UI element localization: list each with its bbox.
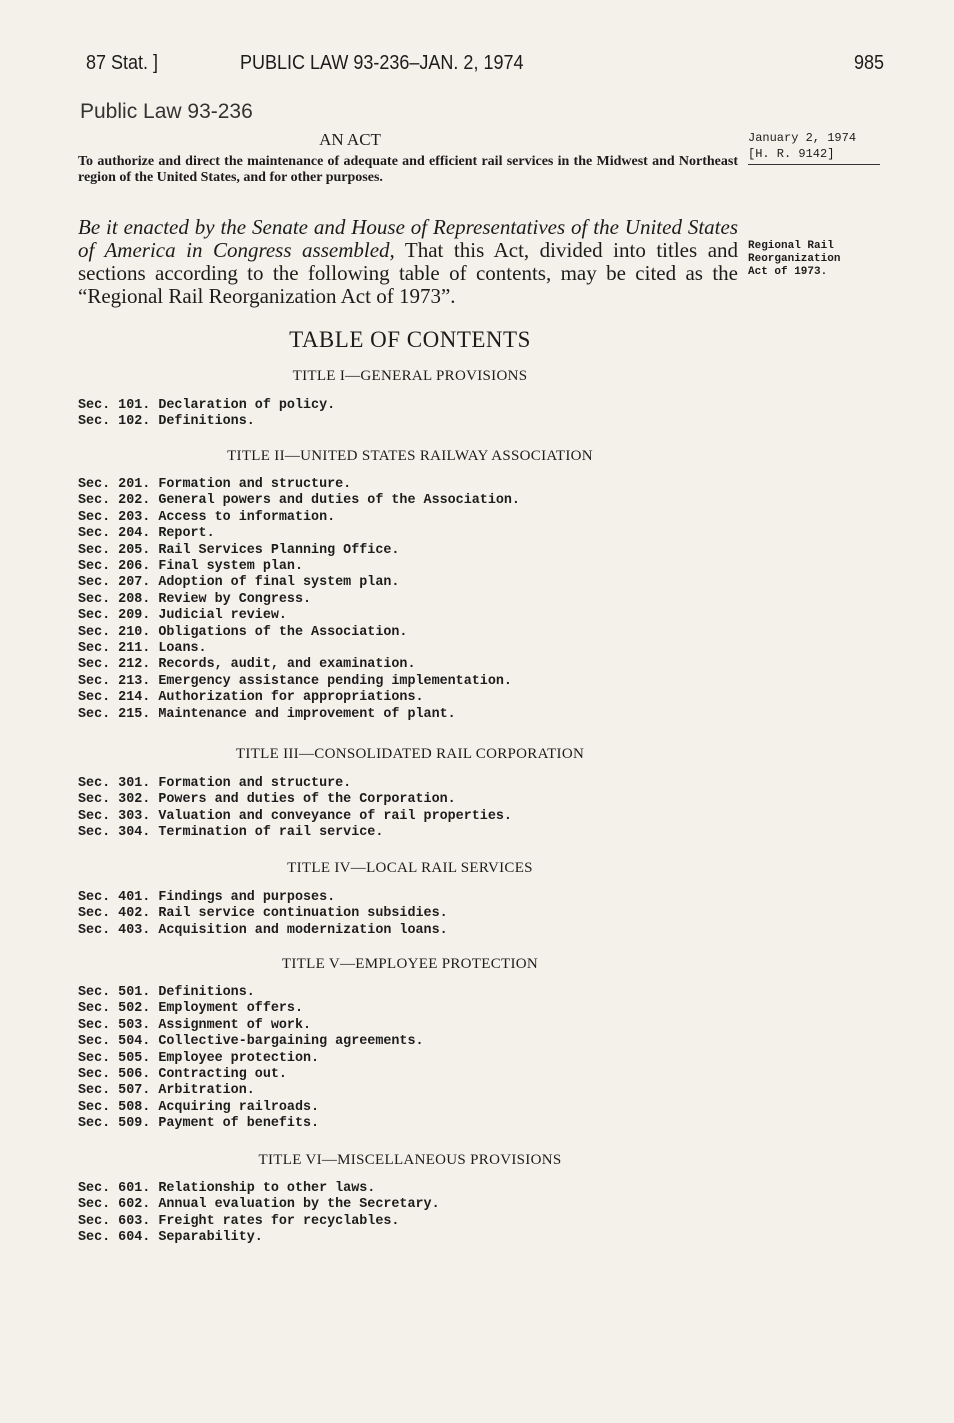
toc-section-entry: Sec. 401. Findings and purposes.	[78, 890, 336, 905]
toc-section-entry: Sec. 507. Arbitration.	[78, 1083, 255, 1099]
toc-section-entry: Sec. 402. Rail service continuation subsidies.	[78, 906, 448, 922]
toc-section-entry: Sec. 202. General powers and duties of the Association.	[78, 493, 520, 509]
running-header: PUBLIC LAW 93-236–JAN. 2, 1974	[240, 52, 524, 74]
an-act-heading: AN ACT	[319, 130, 381, 149]
toc-title-heading: TITLE IV—LOCAL RAIL SERVICES	[287, 860, 533, 876]
toc-section-entry: Sec. 602. Annual evaluation by the Secretary.	[78, 1197, 440, 1213]
statute-volume-ref: 87 Stat. ]	[86, 52, 159, 74]
toc-section-entry: Sec. 213. Emergency assistance pending implementation.	[78, 673, 512, 689]
toc-title-heading: TITLE I—GENERAL PROVISIONS	[292, 368, 528, 384]
toc-section-entry: Sec. 403. Acquisition and modernization loans.	[78, 922, 448, 938]
toc-section-entry: Sec. 509. Payment of benefits.	[78, 1116, 320, 1132]
toc-section-entry: Sec. 504. Collective-bargaining agreements.	[78, 1034, 424, 1050]
toc-section-entry: Sec. 101. Declaration of policy.	[78, 398, 336, 413]
toc-title-heading: TITLE III—CONSOLIDATED RAIL CORPORATION	[235, 746, 585, 762]
toc-section-entry: Sec. 502. Employment offers.	[78, 1001, 303, 1017]
toc-section-entry: Sec. 601. Relationship to other laws.	[78, 1181, 376, 1196]
toc-section-entry: Sec. 207. Adoption of final system plan.	[78, 575, 400, 591]
toc-section-entry: Sec. 301. Formation and structure.	[78, 776, 352, 791]
toc-section-entry: Sec. 212. Records, audit, and examination.	[78, 657, 416, 673]
margin-bill-number: [H. R. 9142]	[748, 147, 835, 161]
law-title: Public Law 93-236	[80, 100, 253, 123]
enacting-clause	[78, 216, 738, 308]
toc-title-heading: TITLE V—EMPLOYEE PROTECTION	[281, 956, 539, 972]
toc-section-entry: Sec. 210. Obligations of the Association.	[78, 624, 408, 640]
toc-section-entry: Sec. 214. Authorization for appropriations.	[78, 690, 424, 706]
margin-rule	[748, 164, 880, 165]
page-number: 985	[854, 52, 885, 74]
toc-section-entry: Sec. 203. Access to information.	[78, 509, 336, 525]
toc-section-entry: Sec. 211. Loans.	[78, 641, 207, 656]
toc-section-entry: Sec. 206. Final system plan.	[78, 559, 303, 574]
toc-title-heading: TITLE II—UNITED STATES RAILWAY ASSOCIATION	[227, 448, 593, 464]
toc-section-entry: Sec. 208. Review by Congress.	[78, 591, 312, 607]
toc-section-entry: Sec. 508. Acquiring railroads.	[78, 1099, 320, 1115]
margin-date: January 2, 1974	[748, 131, 857, 145]
toc-section-entry: Sec. 603. Freight rates for recyclables.	[78, 1213, 400, 1229]
enacting-clause-italic: Be it enacted by the Senate and House of Representatives of the United States of America in Congress assembled,	[78, 215, 738, 262]
toc-section-entry: Sec. 201. Formation and structure.	[78, 477, 352, 492]
toc-title-heading: TITLE VI—MISCELLANEOUS PROVISIONS	[258, 1152, 562, 1168]
table-of-contents-title: TABLE OF CONTENTS	[289, 327, 531, 352]
toc-section-entry: Sec. 304. Termination of rail service.	[78, 825, 384, 841]
toc-section-entry: Sec. 209. Judicial review.	[78, 608, 287, 624]
toc-section-entry: Sec. 303. Valuation and conveyance of rail properties.	[78, 808, 512, 824]
toc-section-entry: Sec. 505. Employee protection.	[78, 1050, 320, 1066]
toc-section-entry: Sec. 506. Contracting out.	[78, 1067, 287, 1082]
toc-section-entry: Sec. 204. Report.	[78, 526, 215, 542]
toc-section-entry: Sec. 503. Assignment of work.	[78, 1017, 312, 1033]
toc-section-entry: Sec. 102. Definitions.	[78, 414, 255, 430]
toc-section-entry: Sec. 205. Rail Services Planning Office.	[78, 542, 400, 558]
toc-section-entry: Sec. 215. Maintenance and improvement of plant.	[78, 706, 456, 722]
margin-short-title-note: Regional Rail Reorganization Act of 1973.	[748, 240, 841, 278]
toc-section-entry: Sec. 604. Separability.	[78, 1230, 263, 1246]
toc-section-entry: Sec. 302. Powers and duties of the Corporation.	[78, 792, 456, 808]
toc-section-entry: Sec. 501. Definitions.	[78, 985, 255, 1000]
purpose-clause: To authorize and direct the maintenance of adequate and efficient rail services in the Midwest and Northeast region of the United States, and for other purposes.	[78, 154, 738, 185]
enacting-clause-text: That this Act, divided into titles and sections according to the following table of contents, may be cited as the “Regional Rail Reorganization Act of 1973”.	[78, 238, 739, 308]
